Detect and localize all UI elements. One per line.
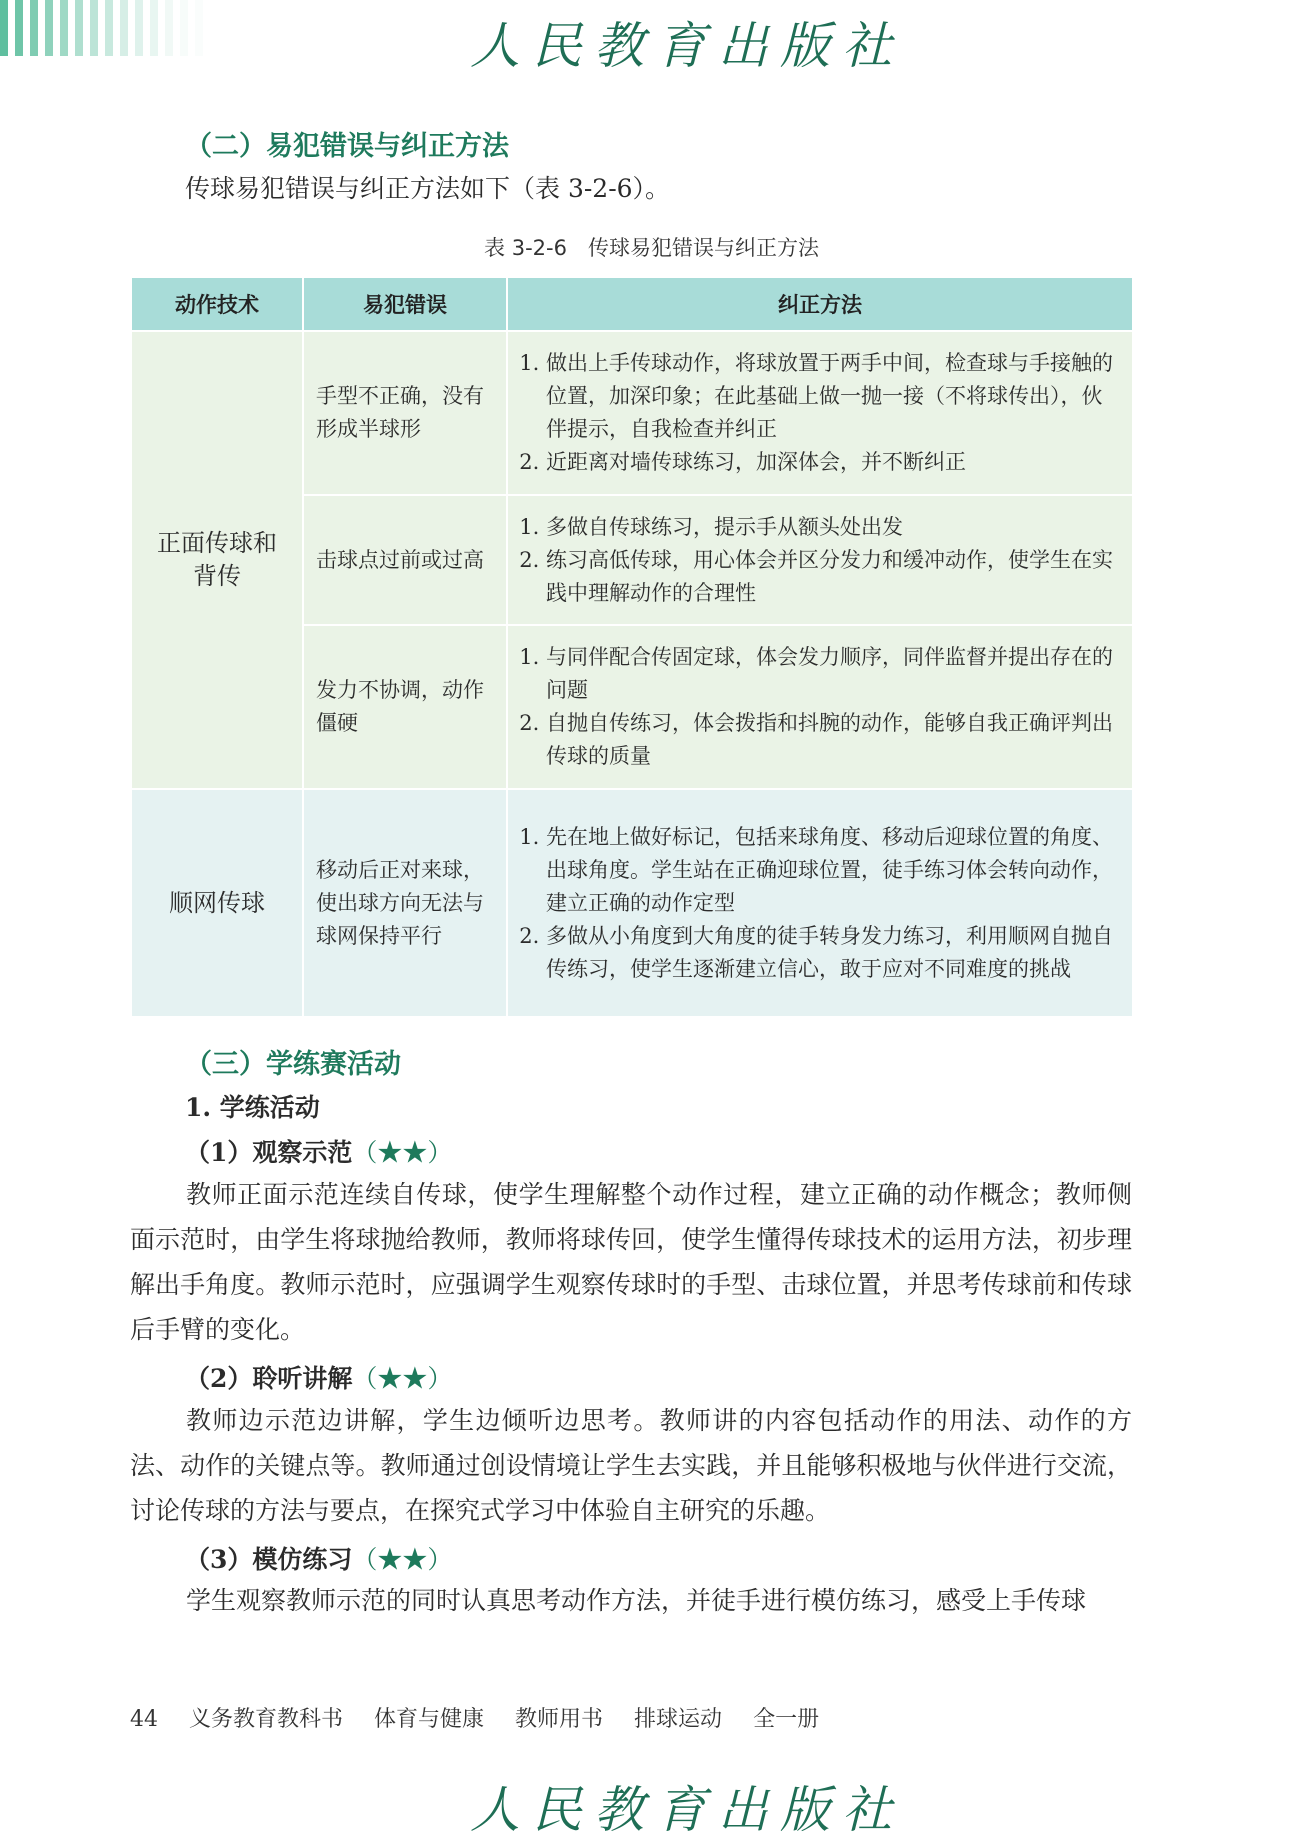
fix-item: 2. 练习高低传球，用心体会并区分发力和缓冲动作，使学生在实践中理解动作的合理性	[546, 544, 1120, 610]
error-correction-table	[130, 276, 1134, 1018]
fix-item: 2. 自抛自传练习，体会拨指和抖腕的动作，能够自我正确评判出传球的质量	[546, 707, 1120, 773]
footer-topic: 排球运动	[634, 1707, 723, 1732]
subsection-heading: 1. 学练活动	[185, 1093, 320, 1122]
footer-type: 教师用书	[515, 1707, 604, 1732]
activity-title: （3）模仿练习	[185, 1545, 353, 1574]
fix-cell	[507, 495, 1133, 625]
publisher-logo-top: 人民教育出版社	[470, 17, 904, 75]
table-header-row	[131, 277, 1133, 331]
activity-title: （2）聆听讲解	[185, 1364, 353, 1393]
star-rating: （★★）	[352, 1545, 453, 1574]
fix-item: 2. 多做从小角度到大角度的徒手转身发力练习，利用顺网自抛自传练习，使学生逐渐建立信心，敢于应对不同难度的挑战	[546, 920, 1120, 986]
activity-title: （1）观察示范	[185, 1138, 353, 1167]
footer-volume: 全一册	[753, 1707, 820, 1732]
activity-heading	[185, 1133, 452, 1169]
fix-cell	[507, 625, 1133, 789]
header-decoration	[0, 0, 250, 56]
fix-item: 1. 做出上手传球动作，将球放置于两手中间，检查球与手接触的位置，加深印象；在此基础上做一抛一接（不将球传出），伙伴提示，自我检查并纠正	[546, 347, 1120, 446]
footer-subject: 体育与健康	[374, 1707, 485, 1732]
header-technique: 动作技术	[131, 277, 303, 331]
fix-cell	[507, 789, 1133, 1017]
technique-cell: 顺网传球	[131, 789, 303, 1017]
fix-item: 2. 近距离对墙传球练习，加深体会，并不断纠正	[546, 446, 1120, 479]
error-cell: 发力不协调，动作僵硬	[303, 625, 507, 789]
star-rating: （★★）	[352, 1138, 453, 1167]
activity-paragraph: 教师边示范边讲解，学生边倾听边思考。教师讲的内容包括动作的用法、动作的方法、动作的关键点等。教师通过创设情境让学生去实践，并且能够积极地与伙伴进行交流，讨论传球的方法与要点，在探究式学习中体验自主研究的乐趣。	[130, 1406, 1132, 1525]
publisher-logo-bottom: 人民教育出版社	[470, 1781, 904, 1839]
star-rating: （★★）	[352, 1364, 453, 1393]
technique-cell	[131, 331, 303, 789]
table-row	[131, 331, 1133, 495]
fix-item: 1. 多做自传球练习，提示手从额头处出发	[546, 511, 1120, 544]
fix-cell	[507, 331, 1133, 495]
page-number: 44	[130, 1707, 158, 1732]
header-error: 易犯错误	[303, 277, 507, 331]
activity-heading	[185, 1540, 452, 1576]
page-footer	[130, 1702, 843, 1733]
activity-paragraph: 学生观察教师示范的同时认真思考动作方法，并徒手进行模仿练习，感受上手传球	[186, 1586, 1087, 1615]
table-row	[131, 789, 1133, 1017]
footer-book: 义务教育教科书	[189, 1707, 344, 1732]
error-cell: 移动后正对来球，使出球方向无法与球网保持平行	[303, 789, 507, 1017]
section-heading: （三）学练赛活动	[185, 1049, 401, 1080]
section-heading: （二）易犯错误与纠正方法	[185, 131, 509, 162]
table-caption: 表 3-2-6 传球易犯错误与纠正方法	[484, 236, 819, 260]
technique-label: 正面传球和背传	[157, 529, 277, 590]
header-fix: 纠正方法	[507, 277, 1133, 331]
activity-paragraph: 教师正面示范连续自传球，使学生理解整个动作过程，建立正确的动作概念；教师侧面示范时，由学生将球抛给教师，教师将球传回，使学生懂得传球技术的运用方法，初步理解出手角度。教师示范时，应强调学生观察传球时的手型、击球位置，并思考传球前和传球后手臂的变化。	[130, 1180, 1132, 1344]
error-cell: 击球点过前或过高	[303, 495, 507, 625]
fix-item: 1. 与同伴配合传固定球，体会发力顺序，同伴监督并提出存在的问题	[546, 641, 1120, 707]
activity-heading	[185, 1359, 452, 1395]
section-intro: 传球易犯错误与纠正方法如下（表 3-2-6）。	[185, 174, 671, 203]
error-cell: 手型不正确，没有形成半球形	[303, 331, 507, 495]
fix-item: 1. 先在地上做好标记，包括来球角度、移动后迎球位置的角度、出球角度。学生站在正确迎球位置，徒手练习体会转向动作，建立正确的动作定型	[546, 821, 1120, 920]
